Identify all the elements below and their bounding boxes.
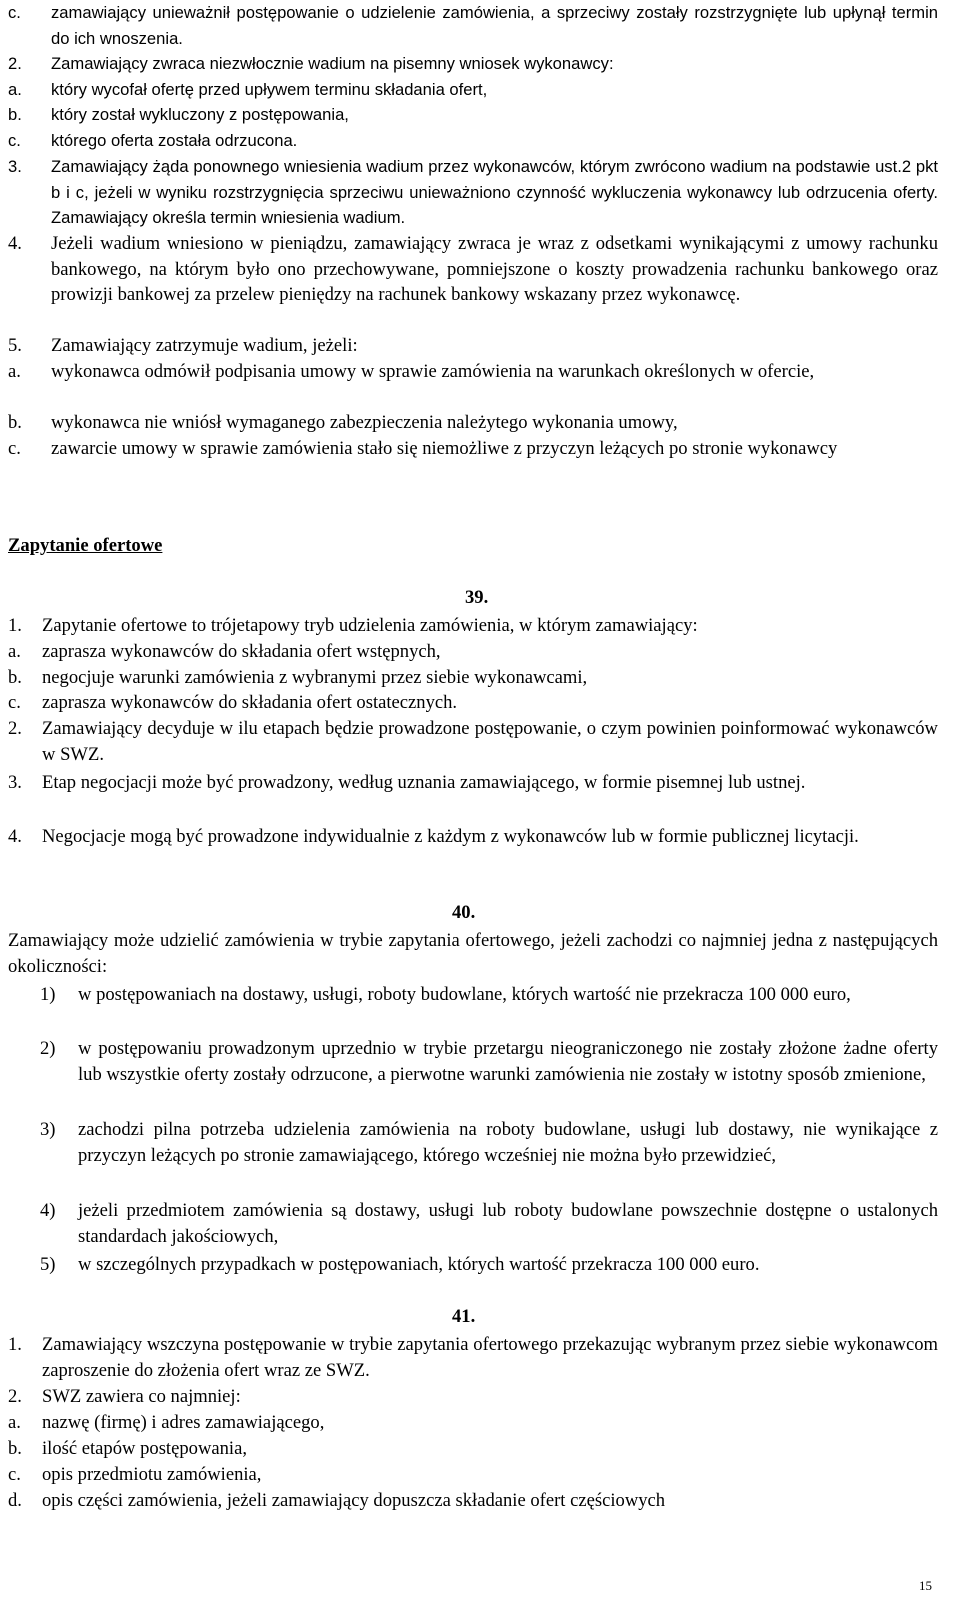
list-text: którego oferta została odrzucona.	[51, 131, 298, 150]
list-item	[8, 613, 938, 639]
list-text: SWZ zawiera co najmniej:	[42, 1386, 241, 1407]
list-item	[8, 51, 938, 77]
list-item	[40, 1252, 938, 1278]
list-item	[8, 1332, 938, 1383]
list-marker: a.	[8, 80, 22, 99]
list-marker: 3.	[8, 772, 22, 793]
list-marker: c.	[8, 438, 21, 459]
list-marker: 1.	[8, 1334, 22, 1355]
list-item	[8, 410, 938, 436]
list-marker: 4.	[8, 233, 22, 254]
list-item	[8, 102, 938, 128]
list-marker: c.	[8, 131, 21, 150]
list-item	[8, 690, 938, 716]
list-marker: 2.	[8, 1386, 22, 1407]
list-text: Zapytanie ofertowe to trójetapowy tryb udzielenia zamówienia, w którym zamawiający:	[42, 615, 698, 636]
list-marker: c.	[8, 3, 21, 22]
paragraph-number: 41.	[452, 1306, 476, 1327]
list-text: który wycofał ofertę przed upływem terminu składania ofert,	[51, 80, 488, 99]
list-text: Zamawiający zwraca niezwłocznie wadium na pisemny wniosek wykonawcy:	[51, 54, 614, 73]
list-item	[8, 824, 938, 850]
list-text: Negocjacje mogą być prowadzone indywidualnie z każdym z wykonawców lub w formie publicznej licytacji.	[42, 826, 859, 847]
list-item	[8, 716, 938, 767]
list-marker: 5)	[40, 1254, 56, 1275]
list-marker: 4)	[40, 1200, 56, 1221]
list-marker: 2.	[8, 54, 22, 73]
list-marker: 3.	[8, 157, 22, 176]
list-text: wykonawca nie wniósł wymaganego zabezpieczenia należytego wykonania umowy,	[51, 412, 678, 433]
paragraph-text: Zamawiający może udzielić zamówienia w trybie zapytania ofertowego, jeżeli zachodzi co najmniej jedna z następujących okoliczności:	[8, 930, 938, 977]
list-item	[40, 1198, 938, 1249]
list-text: Zamawiający zatrzymuje wadium, jeżeli:	[51, 335, 358, 356]
list-marker: c.	[8, 1464, 21, 1485]
list-marker: 2)	[40, 1038, 56, 1059]
list-text: zamawiający unieważnił postępowanie o udzielenie zamówienia, a sprzeciwy zostały rozstrzygnięte lub upłynął termin do ich wnoszenia.	[51, 3, 938, 48]
list-item	[8, 154, 938, 231]
list-text: Jeżeli wadium wniesiono w pieniądzu, zamawiający zwraca je wraz z odsetkami wynikającymi z umowy rachunku bankowego, na którym było ono przechowywane, pomniejszone o koszty prowadzenia rachunku bankowego oraz prowizji bankowej za przelew pieniędzy na rachunek bankowy wskazany przez wykonawcę.	[51, 233, 938, 305]
list-item	[8, 1488, 938, 1514]
list-text: zaprasza wykonawców do składania ofert ostatecznych.	[42, 692, 458, 713]
paragraph-number: 40.	[452, 902, 476, 923]
list-item	[8, 77, 938, 103]
list-marker: 2.	[8, 718, 22, 739]
list-item	[8, 333, 938, 359]
list-text: Etap negocjacji może być prowadzony, według uznania zamawiającego, w formie pisemnej lub ustnej.	[42, 772, 806, 793]
paragraph-number: 39.	[465, 587, 489, 608]
list-item	[8, 1384, 938, 1410]
list-text: który został wykluczony z postępowania,	[51, 105, 349, 124]
list-item	[8, 359, 938, 385]
list-item	[40, 1036, 938, 1087]
list-item	[8, 0, 938, 51]
section-heading: Zapytanie ofertowe	[8, 535, 163, 556]
list-text: wykonawca odmówił podpisania umowy w sprawie zamówienia na warunkach określonych w ofercie,	[51, 361, 815, 382]
list-text: zaprasza wykonawców do składania ofert wstępnych,	[42, 641, 441, 662]
list-marker: b.	[8, 412, 22, 433]
list-item	[40, 1117, 938, 1168]
list-marker: a.	[8, 641, 21, 662]
list-marker: a.	[8, 1412, 21, 1433]
list-text: w postępowaniach na dostawy, usługi, roboty budowlane, których wartość nie przekracza 100 000 euro,	[78, 984, 851, 1005]
list-item	[8, 1410, 938, 1436]
list-item	[8, 1436, 938, 1462]
list-item	[8, 128, 938, 154]
list-text: negocjuje warunki zamówienia z wybranymi przez siebie wykonawcami,	[42, 667, 588, 688]
list-marker: b.	[8, 1438, 22, 1459]
list-marker: b.	[8, 105, 22, 124]
list-item	[8, 1462, 938, 1488]
list-text: nazwę (firmę) i adres zamawiającego,	[42, 1412, 325, 1433]
list-item	[8, 665, 938, 691]
list-text: Zamawiający żąda ponownego wniesienia wadium przez wykonawców, którym zwrócono wadium na podstawie ust.2 pkt b i c, jeżeli w wyniku rozstrzygnięcia sprzeciwu unieważniono czynność wykluczenia wykonawcy lub odrzucenia oferty. Zamawiający określa termin wniesienia wadium.	[51, 157, 938, 227]
list-item	[8, 436, 938, 462]
list-text: opis przedmiotu zamówienia,	[42, 1464, 262, 1485]
list-marker: 4.	[8, 826, 22, 847]
list-item	[8, 231, 938, 308]
list-text: jeżeli przedmiotem zamówienia są dostawy, usługi lub roboty budowlane powszechnie dostępne o ustalonych standardach jakościowych,	[78, 1200, 938, 1247]
list-marker: d.	[8, 1490, 22, 1511]
list-marker: a.	[8, 361, 21, 382]
list-marker: 5.	[8, 335, 22, 356]
list-item	[40, 982, 938, 1008]
list-text: ilość etapów postępowania,	[42, 1438, 247, 1459]
list-marker: b.	[8, 667, 22, 688]
list-marker: 1.	[8, 615, 22, 636]
list-text: zachodzi pilna potrzeba udzielenia zamówienia na roboty budowlane, usługi lub dostawy, nie wynikające z przyczyn leżących po stronie zamawiającego, którego wcześniej nie można było przewidzieć,	[78, 1119, 938, 1166]
list-marker: 3)	[40, 1119, 56, 1140]
list-text: zawarcie umowy w sprawie zamówienia stało się niemożliwe z przyczyn leżących po stronie wykonawcy	[51, 438, 838, 459]
list-item	[8, 639, 938, 665]
list-marker: c.	[8, 692, 21, 713]
list-text: Zamawiający wszczyna postępowanie w trybie zapytania ofertowego przekazując wybranym przez siebie wykonawcom zaproszenie do złożenia ofert wraz ze SWZ.	[42, 1334, 938, 1381]
list-text: w szczególnych przypadkach w postępowaniach, których wartość przekracza 100 000 euro.	[78, 1254, 760, 1275]
list-marker: 1)	[40, 984, 56, 1005]
list-text: Zamawiający decyduje w ilu etapach będzie prowadzone postępowanie, o czym powinien poinformować wykonawców w SWZ.	[42, 718, 938, 765]
list-text: opis części zamówienia, jeżeli zamawiający dopuszcza składanie ofert częściowych	[42, 1490, 666, 1511]
page-number: 15	[919, 1578, 932, 1593]
paragraph	[8, 928, 938, 979]
list-text: w postępowaniu prowadzonym uprzednio w trybie przetargu nieograniczonego nie zostały złożone żadne oferty lub wszystkie oferty zostały odrzucone, a pierwotne warunki zamówienia nie zostały w istotny sposób zmienione,	[78, 1038, 938, 1085]
list-item	[8, 770, 938, 796]
